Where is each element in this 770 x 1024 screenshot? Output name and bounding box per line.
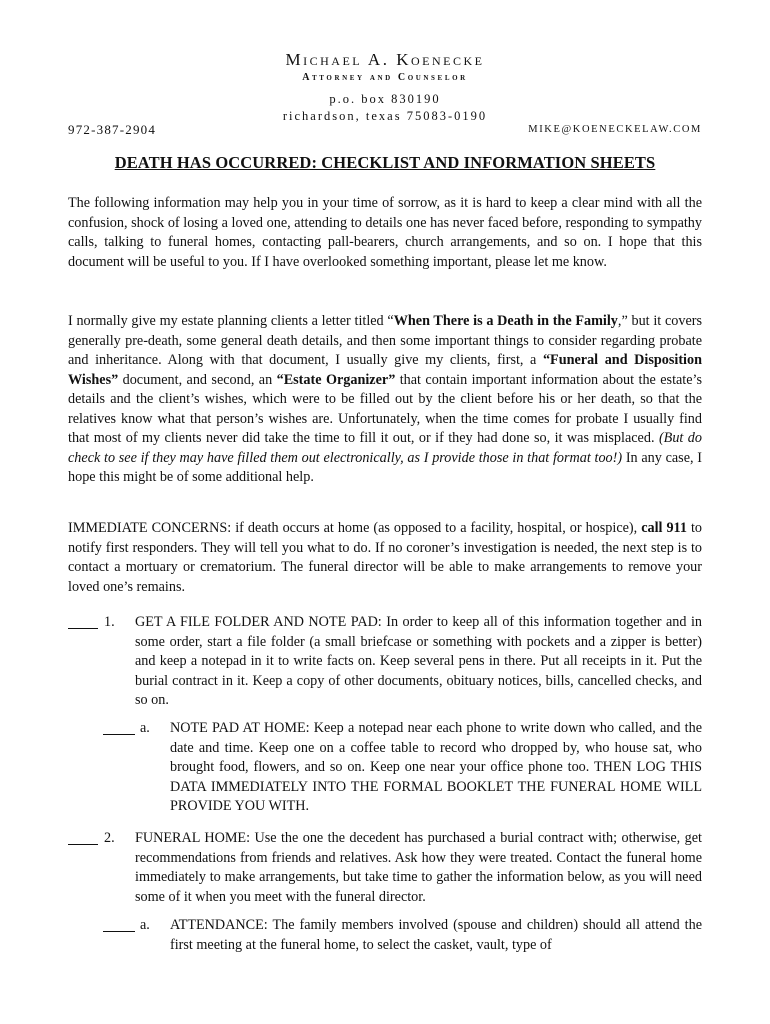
checkbox-blank-line[interactable] [103,931,135,932]
checkbox-blank-line[interactable] [103,734,135,735]
p3-text-2: to notify first responders. They will tell you what to do. If no coroner’s investigation is needed, the next step is to contact a mortuary or crematorium. The funeral director will be able to make arrangements to remove your loved one’s remains. [68,520,702,595]
item-number: 2. [104,830,115,846]
p2-text-3: document, and second, an [118,371,277,388]
checkbox-blank-line[interactable] [68,628,98,629]
item-text: NOTE PAD AT HOME: Keep a notepad near each phone to write down who called, and the date and time. Keep one on a coffee table to record who dropped by, who house sat, who brought food, flowers, and so on. Keep one near your office phone too. THEN LOG THIS DATA IMMEDIATELY INTO THE FORMAL BOOKLET THE FUNERAL HOME WILL PROVIDE YOU WITH. [170,720,702,814]
address-line-1: p.o. box 830190 [329,92,441,106]
checkbox-blank-line[interactable] [68,844,98,845]
intro-paragraph: The following information may help you in your time of sorrow, as it is hard to keep a clear mind with all the confusion, shock of losing a loved one, attending to details one has never faced before, responding to sympathy calls, talking to funeral homes, contacting pall-bearers, church arrangements, and so on. I hope that this document will be useful to you. If I have overlooked something important, please let me know. [68,195,702,270]
item-number: 1. [104,614,115,630]
immediate-concerns-paragraph [68,519,702,597]
p2-text-4: that contain important information about the estate’s details and the client’s wishes, which were to be filled out by the client before his or her death, so that the relatives know what that person’s wishes are. Unfortunately, when the time comes for probate I usually find that most of my clients never did take the time to fill it out, or if they had done so, it was misplaced. [68,371,703,446]
attorney-name: Michael A. Koenecke [285,50,485,69]
call-911-bold: call 911 [641,520,687,536]
address-line-2: richardson, texas 75083-0190 [282,109,488,123]
item-text: GET A FILE FOLDER AND NOTE PAD: In order to keep all of this information together and in some order, start a file folder (a small briefcase or something with pockets and a zipper is better) and keep a notepad in it to write facts on. Keep several pens in there. Put all receipts in it. Put the burial contract in it. Keep a copy of other documents, obituary notices, bills, cancelled checks, and so on. [135,614,702,708]
letter-title-bold: When There is a Death in the Family [393,313,618,329]
p3-text-1: IMMEDIATE CONCERNS: if death occurs at home (as opposed to a facility, hospital, or hospice), [68,520,642,536]
estate-planning-paragraph [68,312,702,488]
electronic-note-italic: (But do check to see if they may have filled them out electronically, as I provide those in that format too!) [68,430,702,466]
item-text: ATTENDANCE: The family members involved (spouse and children) should all attend the first meeting at the funeral home, to select the casket, vault, type of [170,917,702,953]
attorney-title: Attorney and Counselor [302,72,468,83]
p2-text-2: ,” but it covers generally pre-death, some general death details, and then some important things to consider regarding probate and inheritance. Along with that document, I usually give my clients, first, a [68,313,702,368]
document-title: DEATH HAS OCCURRED: CHECKLIST AND INFORMATION SHEETS [114,153,656,172]
item-letter: a. [140,917,150,933]
estate-organizer-bold: “Estate Organizer” [276,371,396,388]
email-address: MIKE@KOENECKELAW.COM [528,124,702,135]
p2-text-1: I normally give my estate planning clients a letter titled “ [68,313,394,329]
phone-number: 972-387-2904 [68,122,157,137]
p2-text-5: In any case, I hope this might be of some additional help. [68,449,702,485]
funeral-wishes-bold: “Funeral and Disposition Wishes” [68,352,702,388]
item-text: FUNERAL HOME: Use the one the decedent has purchased a burial contract with; otherwise, get recommendations from friends and relatives. Ask how they were treated. Contact the funeral home immediately to make arrangements, but take time to gather the information below, as you will need some of it when you meet with the funeral director. [135,830,702,905]
item-letter: a. [140,720,150,736]
letterhead [0,50,770,125]
